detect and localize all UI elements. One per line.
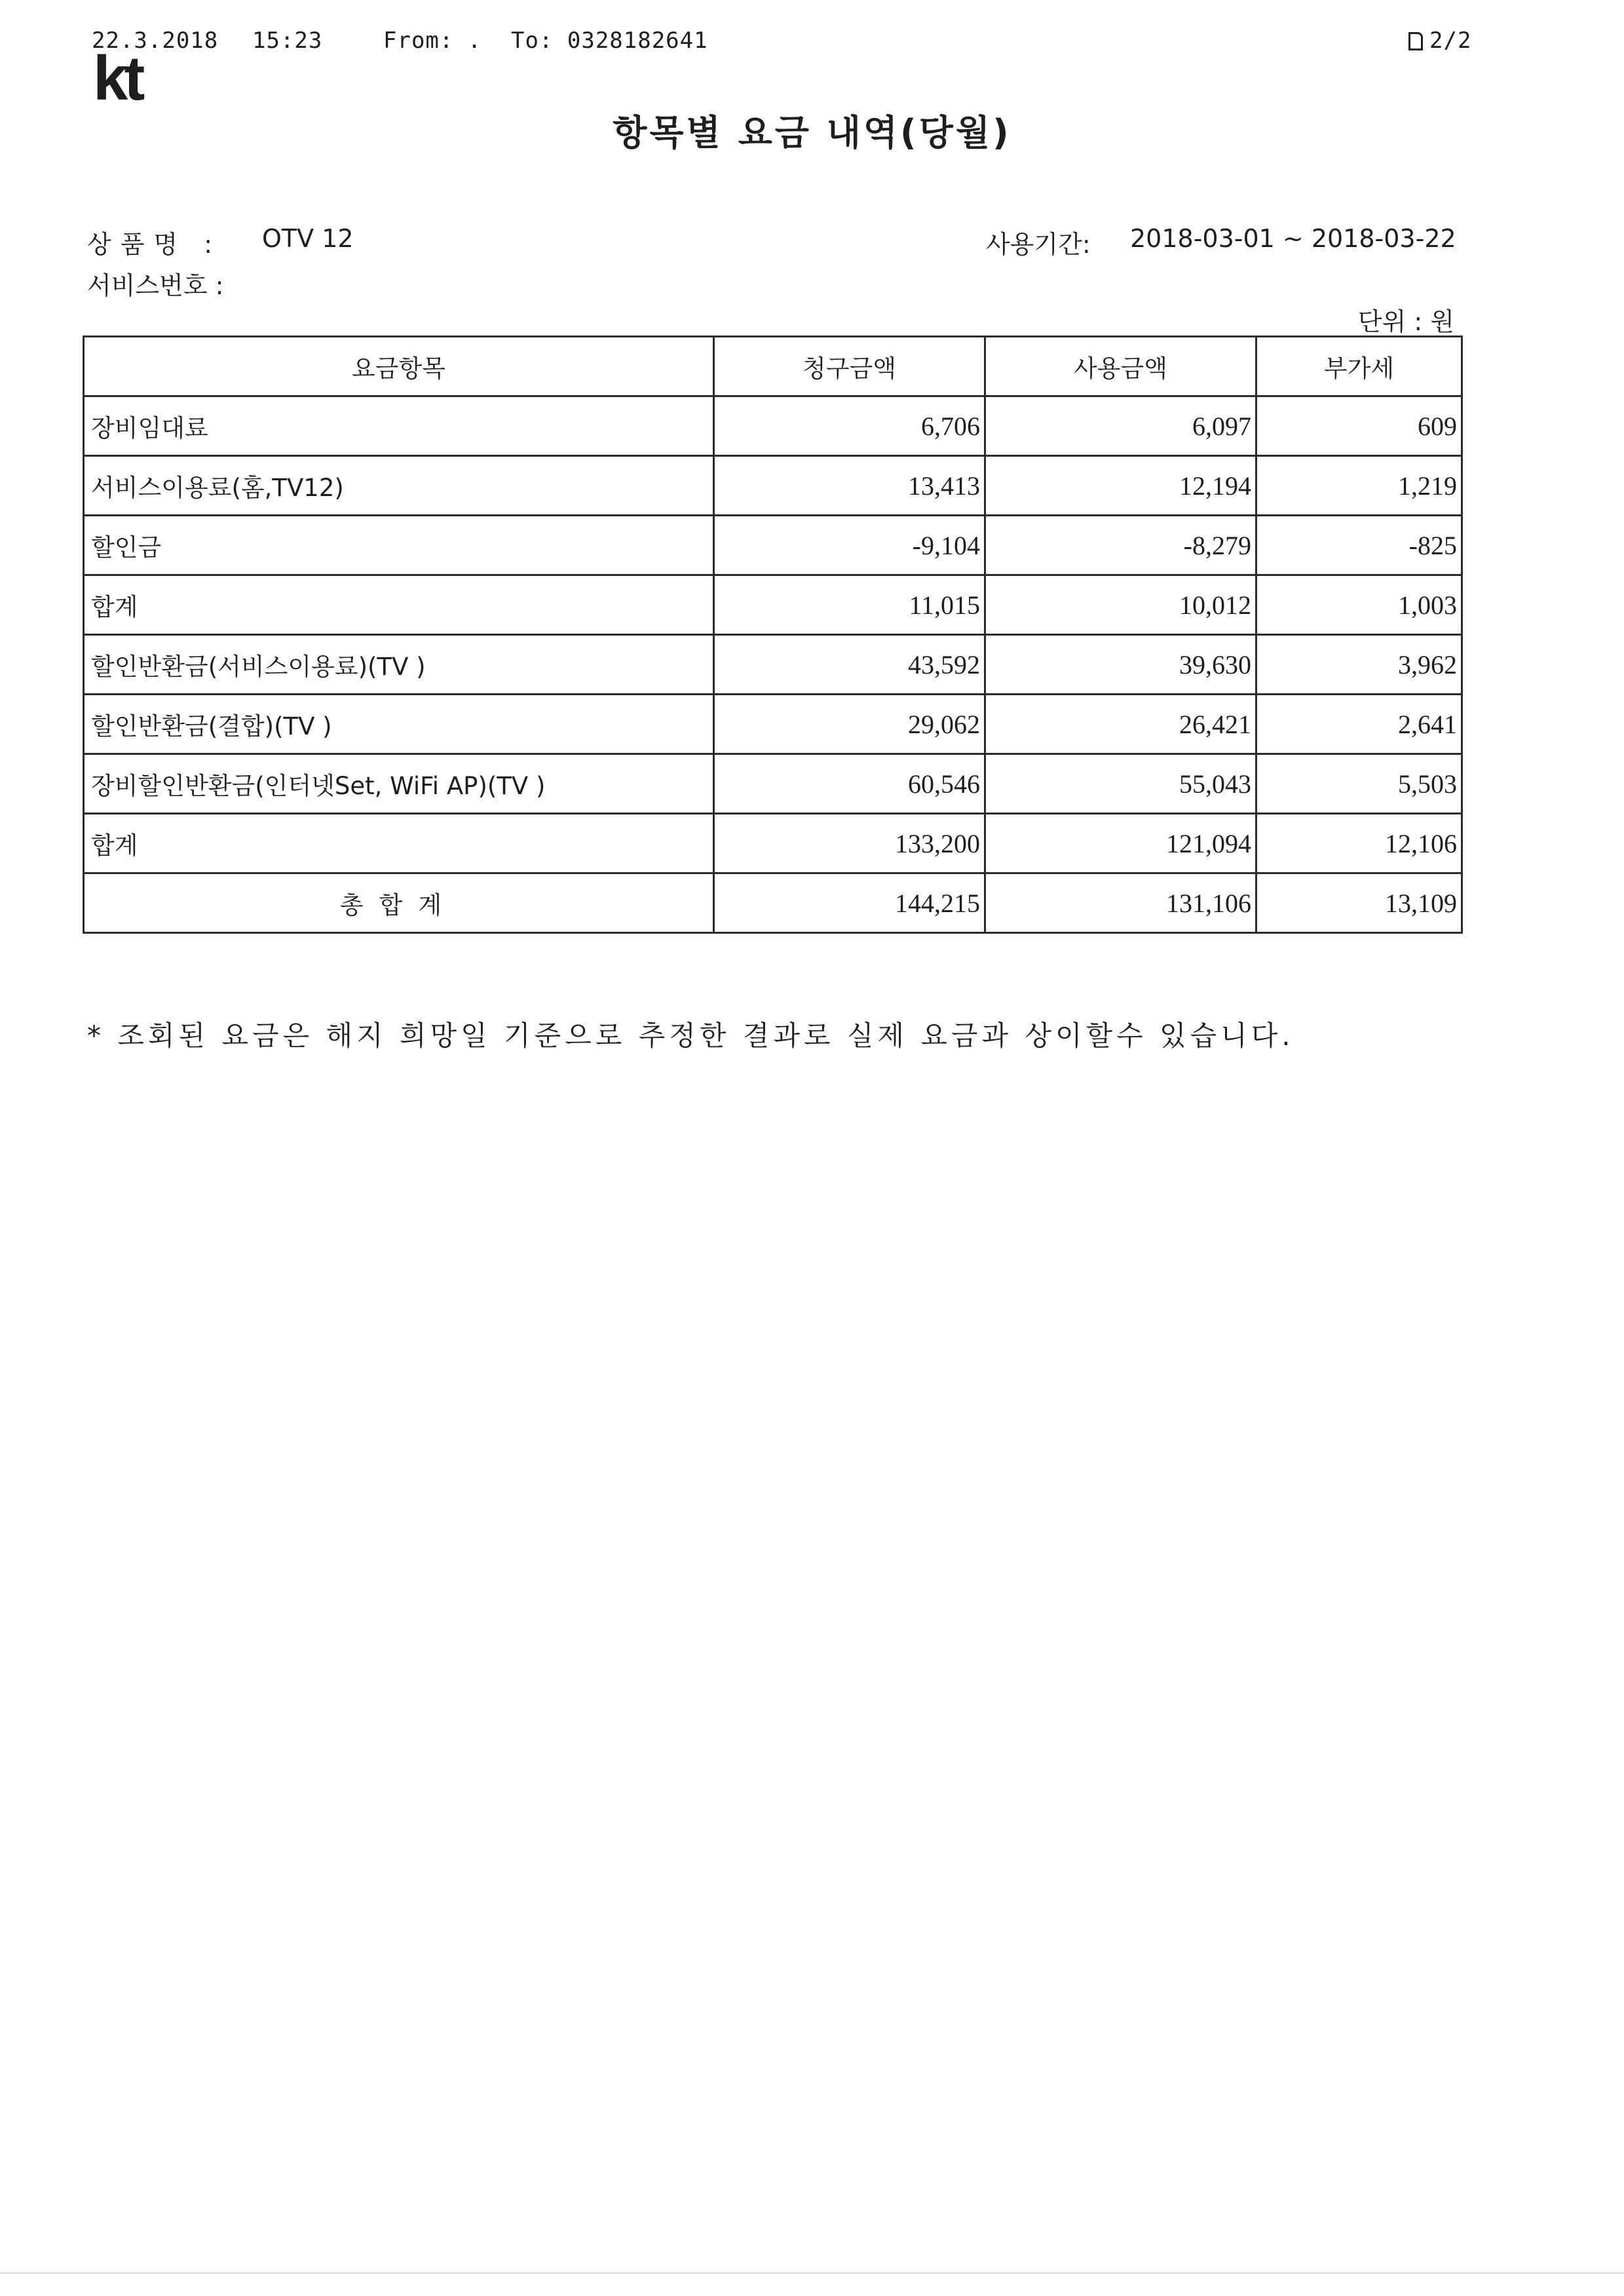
row-vat: 2,641 [1256,695,1462,754]
row-used: 6,097 [985,396,1256,456]
table-row [84,695,1462,754]
footnote: * 조회된 요금은 해지 희망일 기준으로 추정한 결과로 실제 요금과 상이할수 있습니다. [87,1020,1294,1052]
row-billed: 29,062 [714,695,985,754]
table-header-row [84,337,1462,396]
row-billed: 133,200 [714,814,985,873]
fax-page-indicator [1408,28,1471,54]
row-item: 할인반환금(서비스이용료)(TV ) [84,635,714,695]
row-billed: 43,592 [714,635,985,695]
fax-from: From: . [383,28,482,54]
product-name-value: OTV 12 [262,224,354,253]
service-number-label: 서비스번호 : [87,271,224,300]
fax-page-number: 2/2 [1429,28,1472,54]
row-used: 10,012 [985,575,1256,635]
row-billed: -9,104 [714,516,985,575]
fax-date: 22.3.2018 [92,28,219,54]
unit-label: 단위 : 원 [1357,307,1454,336]
header-billed-amount: 청구금액 [714,337,985,396]
header-used-amount: 사용금액 [985,337,1256,396]
table-row [84,516,1462,575]
table-row [84,456,1462,516]
header-vat: 부가세 [1256,337,1462,396]
page-bottom-edge [0,2272,1624,2274]
row-vat: -825 [1256,516,1462,575]
row-billed: 13,413 [714,456,985,516]
grand-total-label: 총합계 [84,873,714,933]
row-item: 합계 [84,575,714,635]
row-item: 할인금 [84,516,714,575]
row-billed: 11,015 [714,575,985,635]
usage-period-value: 2018-03-01 ~ 2018-03-22 [1130,224,1456,253]
table-row [84,814,1462,873]
header-fee-item: 요금항목 [84,337,714,396]
row-item: 장비임대료 [84,396,714,456]
kt-logo: kt [93,43,142,113]
grand-total-used: 131,106 [985,873,1256,933]
row-billed: 60,546 [714,754,985,814]
row-vat: 1,219 [1256,456,1462,516]
row-item: 할인반환금(결합)(TV ) [84,695,714,754]
fax-time: 15:23 [252,28,323,54]
document-icon [1408,32,1423,50]
row-item: 서비스이용료(홈,TV12) [84,456,714,516]
table-row [84,575,1462,635]
row-vat: 1,003 [1256,575,1462,635]
row-used: 39,630 [985,635,1256,695]
page-title: 항목별 요금 내역(당월) [613,112,1011,153]
row-vat: 12,106 [1256,814,1462,873]
table-row [84,635,1462,695]
row-vat: 3,962 [1256,635,1462,695]
usage-period-label: 사용기간: [986,230,1091,259]
row-used: 55,043 [985,754,1256,814]
fee-table [83,335,1463,934]
product-name-label: 상품명 : [87,230,222,259]
row-billed: 6,706 [714,396,985,456]
row-used: 26,421 [985,695,1256,754]
row-item: 장비할인반환금(인터넷Set, WiFi AP)(TV ) [84,754,714,814]
grand-total-billed: 144,215 [714,873,985,933]
grand-total-row [84,873,1462,933]
row-vat: 5,503 [1256,754,1462,814]
grand-total-vat: 13,109 [1256,873,1462,933]
fax-to: To: 0328182641 [511,28,708,54]
row-vat: 609 [1256,396,1462,456]
row-used: -8,279 [985,516,1256,575]
table-row [84,754,1462,814]
row-used: 12,194 [985,456,1256,516]
table-row [84,396,1462,456]
row-used: 121,094 [985,814,1256,873]
row-item: 합계 [84,814,714,873]
